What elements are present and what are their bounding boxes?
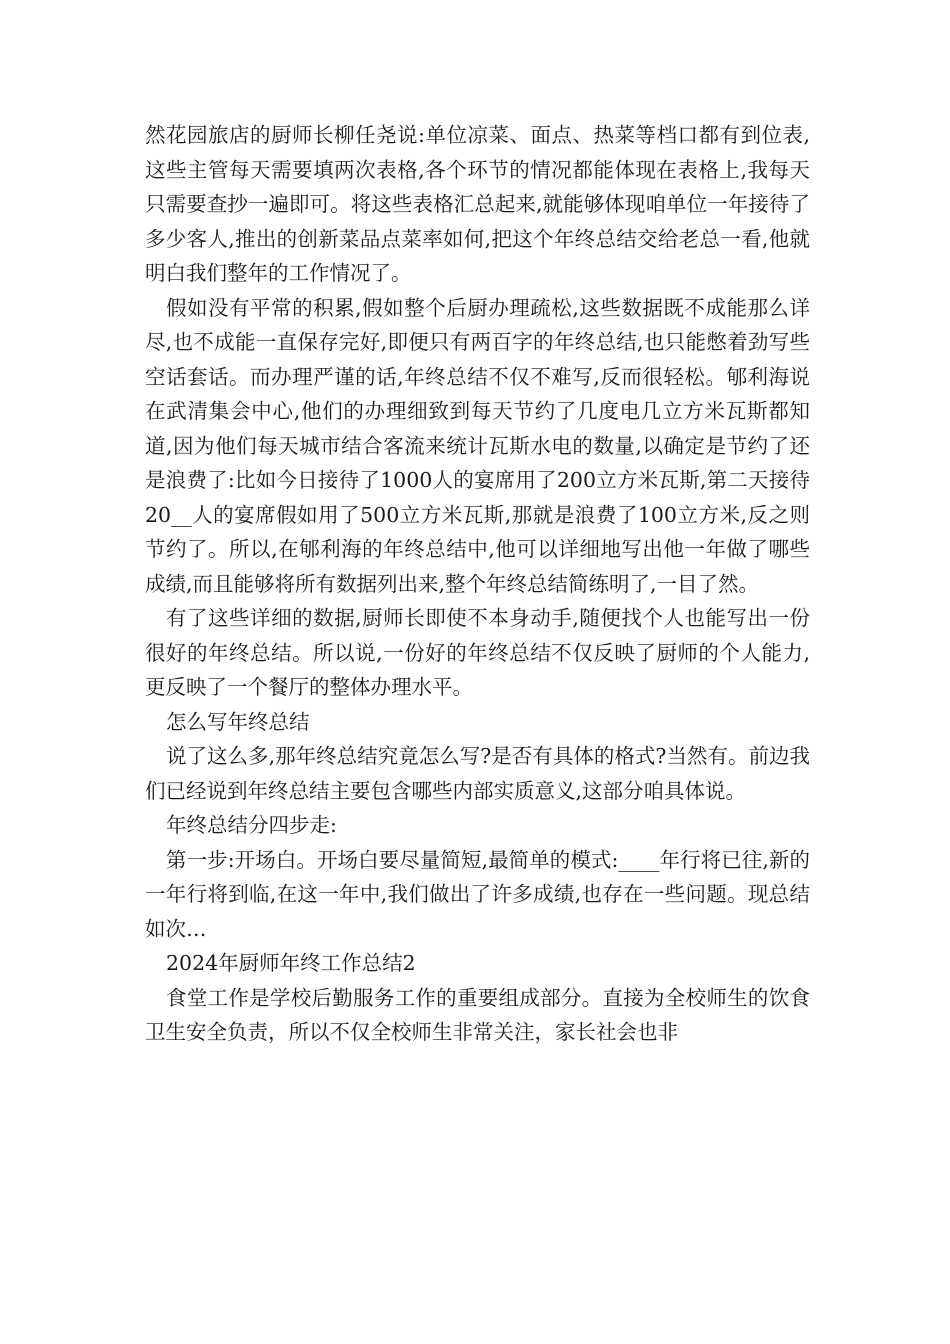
paragraph-step-one: 第一步:开场白。开场白要尽量简短,最简单的模式:____年行将已往,新的一年行将到临,在这一年中,我们做出了许多成绩,也存在一些问题。现总结如次… [145, 847, 810, 941]
section-heading-four-steps: 年终总结分四步走: [166, 813, 337, 837]
document-body [145, 118, 810, 1050]
paragraph-1: 然花园旅店的厨师长柳任尧说:单位凉菜、面点、热菜等档口都有到位表,这些主管每天需要填两次表格,各个环节的情况都能体现在表格上,我每天只需要查抄一遍即可。将这些表格汇总起来,就能够体现咱单位一年接待了多少客人,推出的创新菜品点菜率如何,把这个年终总结交给老总一看,他就明白我们整年的工作情况了。 [145, 123, 810, 285]
paragraph-canteen: 食堂工作是学校后勤服务工作的重要组成部分。直接为全校师生的饮食卫生安全负责，所以不仅全校师生非常关注，家长社会也非 [145, 985, 810, 1044]
paragraph-4: 说了这么多,那年终总结究竟怎么写?是否有具体的格式?当然有。前边我们已经说到年终总结主要包含哪些内部实质意义,这部分咱具体说。 [145, 744, 810, 803]
article-title-2: 2024年厨师年终工作总结2 [166, 951, 416, 975]
paragraph-2: 假如没有平常的积累,假如整个后厨办理疏松,这些数据既不成能那么详尽,也不成能一直保存完好,即便只有两百字的年终总结,也只能憋着劲写些空话套话。而办理严谨的话,年终总结不仅不难写,反而很轻松。郇利海说在武清集会中心,他们的办理细致到每天节约了几度电几立方米瓦斯都知道,因为他们每天城市结合客流来统计瓦斯水电的数量,以确定是节约了还是浪费了:比如今日接待了1000人的宴席用了200立方米瓦斯,第二天接待20__人的宴席假如用了500立方米瓦斯,那就是浪费了100立方米,反之则节约了。所以,在郇利海的年终总结中,他可以详细地写出他一年做了哪些成绩,而且能够将所有数据列出来,整个年终总结简练明了,一目了然。 [145, 295, 810, 596]
section-heading-how-to-write: 怎么写年终总结 [166, 709, 310, 734]
paragraph-3: 有了这些详细的数据,厨师长即使不本身动手,随便找个人也能写出一份很好的年终总结。所以说,一份好的年终总结不仅反映了厨师的个人能力,更反映了一个餐厅的整体办理水平。 [145, 606, 810, 699]
